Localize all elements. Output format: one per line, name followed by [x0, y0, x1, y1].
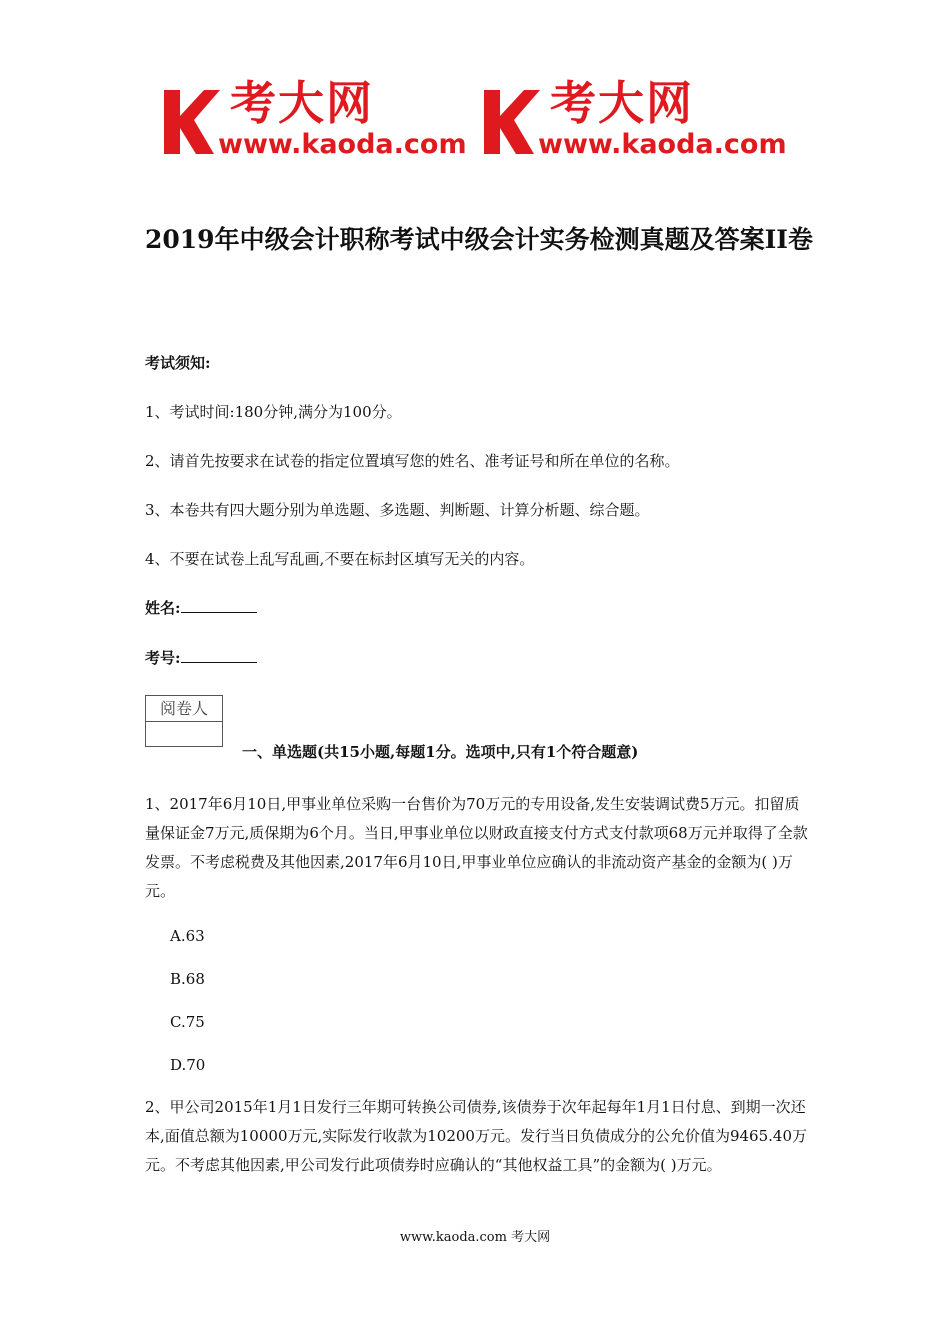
question-option: A.63 [170, 927, 205, 945]
logo-url: www.kaoda.com [538, 129, 787, 160]
page-title: 2019年中级会计职称考试中级会计实务检测真题及答案II卷 [145, 225, 813, 254]
notice-item: 4、不要在试卷上乱写乱画,不要在标封区填写无关的内容。 [145, 550, 535, 568]
kaoda-logo-2 [480, 76, 798, 162]
number-label: 考号: [145, 649, 181, 667]
grader-label: 阅卷人 [146, 696, 222, 722]
notice-item: 3、本卷共有四大题分别为单选题、多选题、判断题、计算分析题、综合题。 [145, 501, 650, 519]
number-field [145, 647, 257, 669]
name-label: 姓名: [145, 599, 181, 617]
header-logo-bar [160, 76, 800, 162]
number-blank[interactable] [181, 648, 257, 663]
logo-url: www.kaoda.com [218, 129, 467, 160]
question-text: 2、甲公司2015年1月1日发行三年期可转换公司债券,该债券于次年起每年1月1日付息、到期一次还本,面值总额为10000万元,实际发行收款为10200万元。发行当日负债成分的公允价值为9465.40万元。不考虑其他因素,甲公司发行此项债券时应确认的“其他权益工具”的金额为( )万元。 [145, 1098, 808, 1174]
k-logo-icon [480, 86, 542, 156]
question-option: B.68 [170, 970, 205, 988]
question-option: D.70 [170, 1056, 206, 1074]
kaoda-logo [160, 76, 478, 162]
notice-heading: 考试须知: [145, 354, 211, 372]
logo-brand-name: 考大网 [550, 76, 694, 130]
grader-box [145, 695, 223, 747]
section-title: 一、单选题(共15小题,每题1分。选项中,只有1个符合题意) [242, 743, 639, 761]
notice-item: 2、请首先按要求在试卷的指定位置填写您的姓名、准考证号和所在单位的名称。 [145, 452, 680, 470]
page-footer: www.kaoda.com 考大网 [399, 1230, 551, 1245]
logo-brand-name: 考大网 [230, 76, 374, 130]
question-text: 1、2017年6月10日,甲事业单位采购一台售价为70万元的专用设备,发生安装调试费5万元。扣留质量保证金7万元,质保期为6个月。当日,甲事业单位以财政直接支付方式支付款项68万元并取得了全款发票。不考虑税费及其他因素,2017年6月10日,甲事业单位应确认的非流动资产基金的金额为( )万元。 [145, 795, 808, 900]
k-logo-icon [160, 86, 222, 156]
name-field [145, 597, 257, 619]
notice-item: 1、考试时间:180分钟,满分为100分。 [145, 403, 402, 421]
question-option: C.75 [170, 1013, 205, 1031]
name-blank[interactable] [181, 598, 257, 613]
